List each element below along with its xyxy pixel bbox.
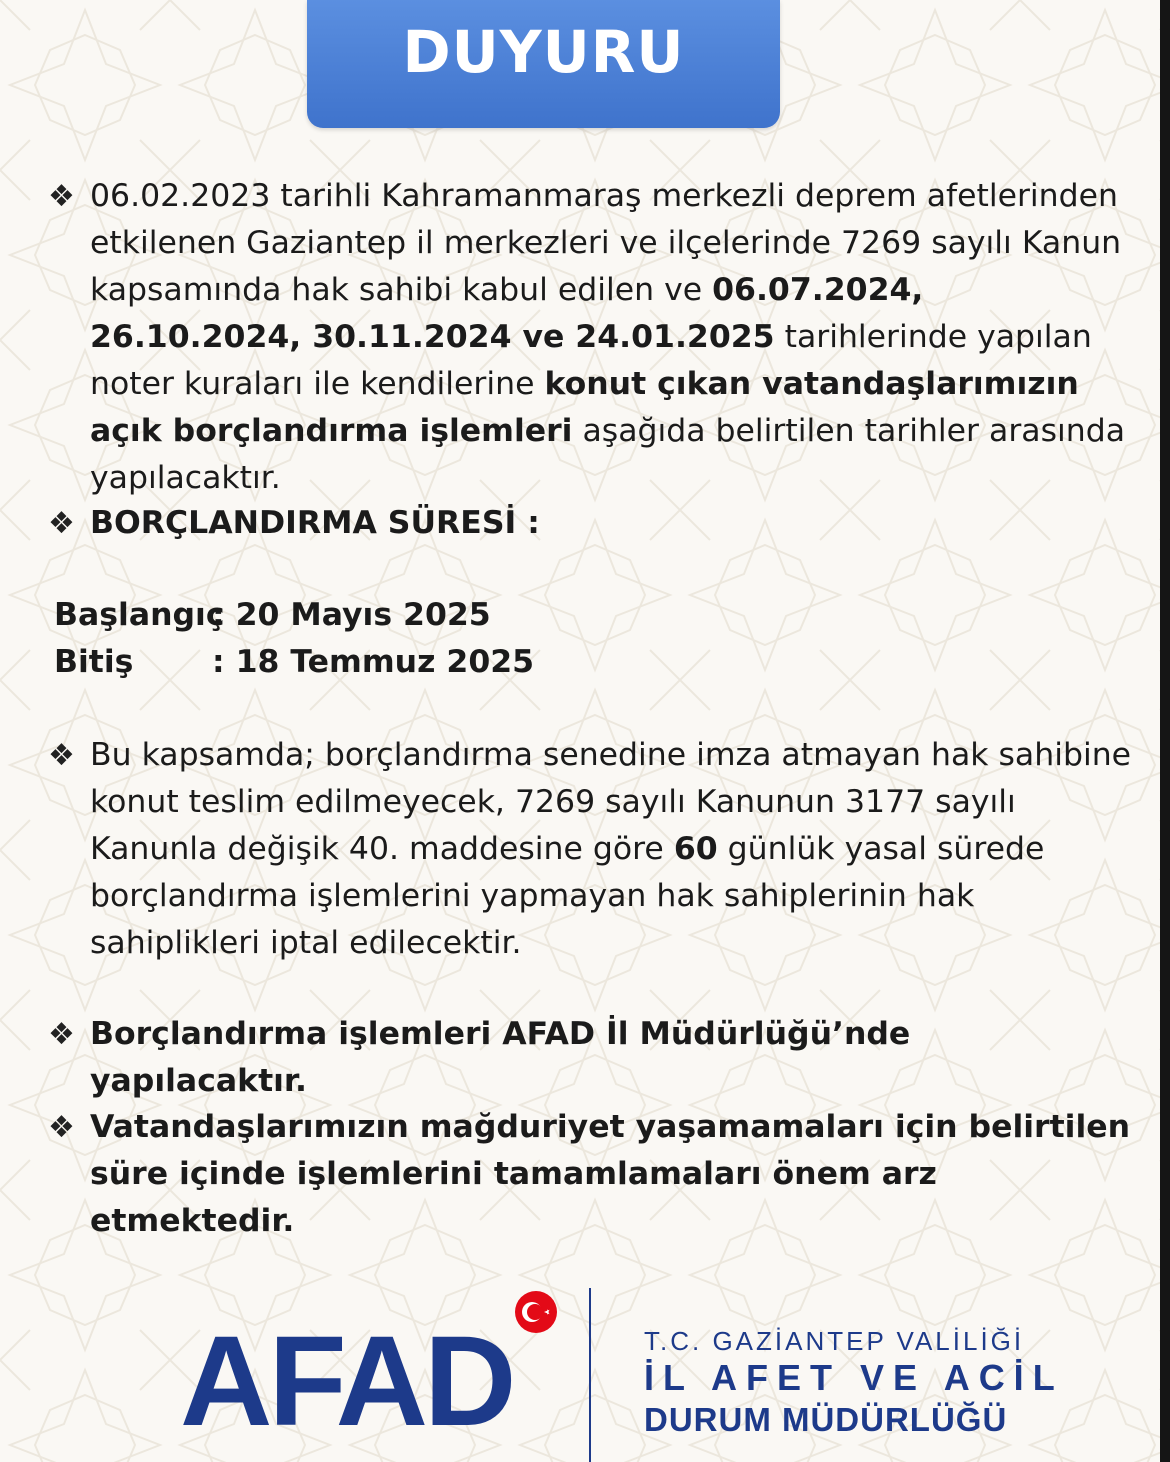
- end-date-value: : 18 Temmuz 2025: [212, 644, 535, 680]
- paragraph-consequences: [48, 732, 1138, 967]
- text-segment: Bu kapsamda; borçlandırma senedine imza atmayan hak sahibine konut teslim edilmeyecek, 7269 sayılı Kanunun 3177 sayılı Kanunla değişik 40. maddesine göre: [90, 737, 1132, 867]
- afad-logo: AFAD: [180, 1310, 513, 1453]
- paragraph-location: [48, 1011, 1138, 1105]
- bullet-icon: ❖: [48, 1110, 75, 1145]
- title-banner: [307, 0, 780, 128]
- footer-divider: [589, 1288, 591, 1462]
- bullet-icon: ❖: [48, 1017, 75, 1052]
- turkish-flag-icon: [514, 1290, 558, 1334]
- paragraph-text: Borçlandırma işlemleri AFAD İl Müdürlüğü’nde yapılacaktır.: [90, 1016, 911, 1099]
- organization-name: [644, 1326, 1064, 1440]
- highlight-days: 60: [673, 831, 718, 867]
- period-dates: [54, 592, 534, 686]
- paragraph-text: [48, 173, 1138, 502]
- start-date-label: Başlangıç: [54, 597, 225, 633]
- footer: [0, 1270, 1160, 1462]
- paragraph-text: [48, 732, 1138, 967]
- highlight-text: konut çıkan vatandaşlarımızın açık borçlandırma işlemleri: [90, 366, 1079, 449]
- screen-edge: [1160, 0, 1170, 1462]
- paragraph-eligibility: [48, 173, 1138, 502]
- text-segment: aşağıda belirtilen tarihler arasında yapılacaktır.: [90, 413, 1125, 496]
- bullet-icon: ❖: [48, 738, 75, 773]
- text-segment: günlük yasal sürede borçlandırma işlemlerini yapmayan hak sahiplerinin hak sahiplikleri iptal edilecektir.: [90, 831, 1045, 961]
- bullet-icon: ❖: [48, 179, 75, 214]
- text-segment: tarihlerinde yapılan noter kuraları ile kendilerine: [90, 319, 1092, 402]
- end-date-label: Bitiş: [54, 644, 134, 680]
- end-date-row: [54, 639, 534, 686]
- lottery-dates: 06.07.2024, 26.10.2024, 30.11.2024 ve 24.01.2025: [90, 272, 924, 355]
- period-heading: BORÇLANDIRMA SÜRESİ :: [90, 505, 540, 541]
- org-department-line2: DURUM MÜDÜRLÜĞÜ: [644, 1401, 1008, 1438]
- period-heading-block: [48, 500, 1138, 547]
- page-title: DUYURU: [402, 18, 685, 86]
- start-date-value: : 20 Mayıs 2025: [212, 597, 491, 633]
- text-segment: 06.02.2023 tarihli Kahramanmaraş merkezli deprem afetlerinden etkilenen Gaziantep il merkezleri ve ilçelerinde 7269 sayılı Kanun kapsamında hak sahibi kabul edilen ve: [90, 178, 1122, 308]
- start-date-row: [54, 592, 534, 639]
- org-department-line1: İL AFET VE ACİL: [644, 1357, 1064, 1398]
- org-governorship: T.C. GAZİANTEP VALİLİĞİ: [644, 1326, 1025, 1356]
- bullet-icon: ❖: [48, 506, 75, 541]
- paragraph-reminder: [48, 1104, 1138, 1245]
- paragraph-text: Vatandaşlarımızın mağduriyet yaşamamaları için belirtilen süre içinde işlemlerini tamamlamaları önem arz etmektedir.: [90, 1109, 1131, 1239]
